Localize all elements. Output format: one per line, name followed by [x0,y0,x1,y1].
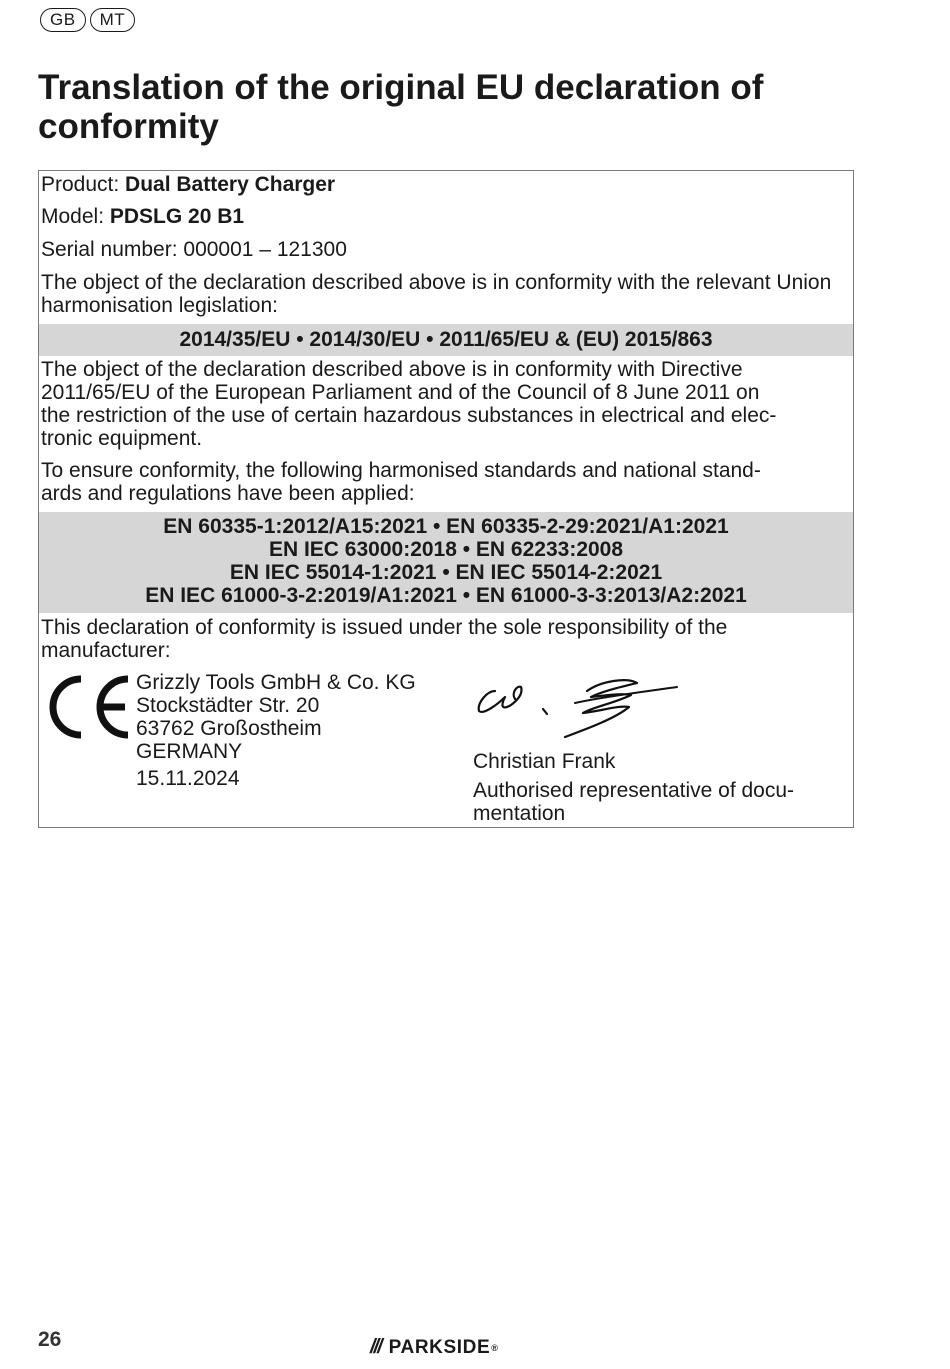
standard-line: EN IEC 61000-3-2:2019/A1:2021 • EN 61000-3-3:2013/A2:2021 [145,584,747,607]
manufacturer-address [136,671,416,763]
rohs-line: tronic equipment. [41,427,203,450]
standards-intro [41,459,853,505]
signer-role-line: Authorised representative of docu- [473,779,795,802]
product-value: Dual Battery Charger [125,173,336,196]
directives-band: 2014/35/EU • 2014/30/EU • 2011/65/EU & (EU) 2015/863 [39,324,853,356]
model-label: Model: [41,205,110,228]
lang-badge-mt: MT [90,8,136,32]
standards-band [39,512,853,613]
brand-name: PARKSIDE [388,1336,491,1358]
responsibility-line: This declaration of conformity is issued under the sole responsibility of the [41,616,728,639]
address-line: Stockstädter Str. 20 [136,694,320,717]
parkside-logo [370,1336,498,1359]
responsibility-line: manufacturer: [41,639,171,662]
standard-line: EN IEC 63000:2018 • EN 62233:2008 [268,538,624,561]
address-line: 63762 Großostheim [136,717,322,740]
signer-role [473,779,843,825]
serial-number-line: Serial number: 000001 – 121300 [41,238,347,261]
product-line [41,173,853,196]
issue-date: 15.11.2024 [136,767,240,790]
page-number: 26 [38,1328,62,1351]
rohs-line: the restriction of the use of certain hazardous substances in electrical and elec- [41,404,777,427]
brand-slashes-icon: /// [370,1336,381,1358]
product-label: Product: [41,173,126,196]
model-line [41,205,853,228]
model-value: PDSLG 20 B1 [109,205,245,228]
standards-intro-line: ards and regulations have been applied: [41,482,415,505]
registered-mark: ® [491,1342,499,1353]
declaration-box [38,170,854,828]
rohs-statement [41,358,853,450]
standards-intro-line: To ensure conformity, the following harmonised standards and national stand- [41,459,761,482]
standard-line: EN IEC 55014-1:2021 • EN IEC 55014-2:2021 [229,561,663,584]
page-title: Translation of the original EU declaration of conformity [38,68,764,146]
lang-badge-gb: GB [40,8,86,32]
rohs-line: The object of the declaration described above is in conformity with Directive [41,358,743,381]
address-line: Grizzly Tools GmbH & Co. KG [136,671,416,694]
ce-mark-icon [41,674,135,740]
address-line: GERMANY [136,740,243,763]
signature-icon [471,673,683,743]
rohs-line: 2011/65/EU of the European Parliament and of the Council of 8 June 2011 on [41,381,760,404]
language-badges [40,8,135,32]
standard-line: EN 60335-1:2012/A15:2021 • EN 60335-2-29:2021/A1:2021 [163,515,729,538]
signer-name: Christian Frank [473,750,616,773]
signer-role-line: mentation [473,802,566,825]
responsibility-statement [41,616,853,662]
conformity-statement: The object of the declaration described above is in conformity with the relevant Union harmonisation legislation: [41,271,832,317]
